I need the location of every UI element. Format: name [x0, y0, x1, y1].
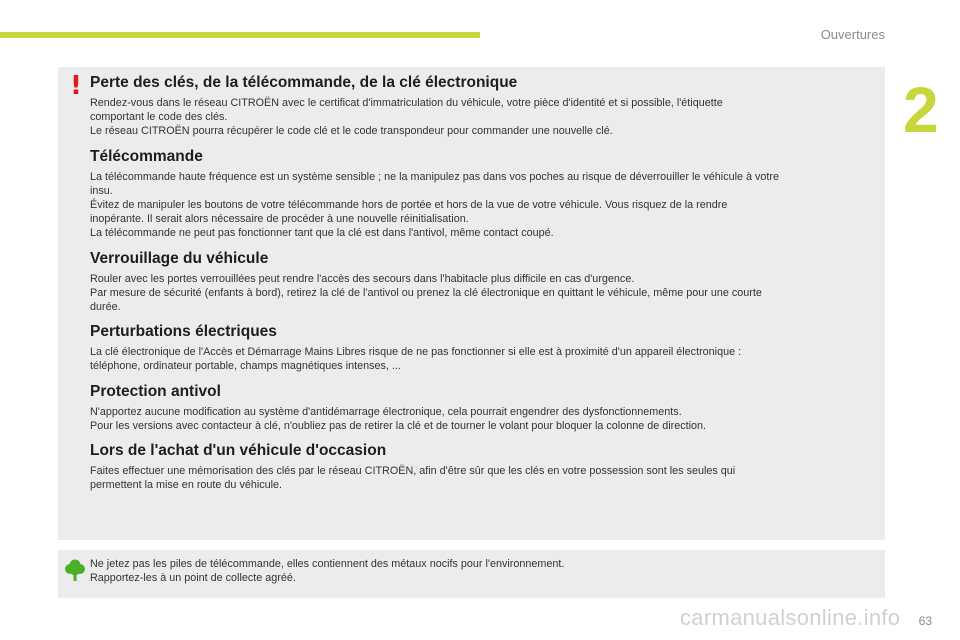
chapter-name: Ouvertures — [820, 27, 885, 42]
section-line: permettent la mise en route du véhicule. — [90, 479, 283, 492]
section-title: Protection antivol — [90, 382, 221, 400]
section-lost-keys — [90, 74, 871, 139]
section-title: Verrouillage du véhicule — [90, 249, 269, 267]
section-electrical-interference — [90, 323, 871, 373]
section-title: Perturbations électriques — [90, 323, 277, 341]
section-anti-theft — [90, 383, 871, 433]
section-line: durée. — [90, 301, 121, 314]
chapter-accent-bar — [0, 32, 480, 38]
section-line: Faites effectuer une mémorisation des clés par le réseau CITROËN, afin d'être sûr que les clés en votre possession sont les seules qui — [90, 465, 736, 478]
section-vehicle-locking — [90, 250, 871, 315]
eco-note-box — [58, 550, 885, 598]
watermark: carmanualsonline.info — [680, 605, 901, 630]
section-line: Rouler avec les portes verrouillées peut rendre l'accès des secours dans l'habitacle plus difficile en cas d'urgence. — [90, 272, 635, 285]
chapter-number: 2 — [903, 74, 939, 146]
eco-note-line: Rapportez-les à un point de collecte agréé. — [90, 572, 296, 585]
tree-icon — [64, 558, 86, 582]
section-line: comportant le code des clés. — [90, 111, 228, 124]
section-line: insu. — [90, 184, 113, 197]
section-line: Le réseau CITROËN pourra récupérer le code clé et le code transpondeur pour commander une nouvelle clé. — [90, 125, 613, 138]
section-line: La télécommande ne peut pas fonctionner tant que la clé est dans l'antivol, même contact coupé. — [90, 227, 554, 240]
eco-note-text — [90, 557, 871, 585]
page-number: 63 — [918, 614, 932, 628]
section-line: N'apportez aucune modification au système d'antidémarrage électronique, cela pourrait engendrer des dysfonctionnements. — [90, 405, 682, 418]
section-line: inopérante. Il serait alors nécessaire de procéder à une nouvelle réinitialisation. — [90, 213, 469, 226]
section-title: Lors de l'achat d'un véhicule d'occasion — [90, 442, 387, 460]
section-line: Évitez de manipuler les boutons de votre télécommande hors de portée et hors de la vue de votre véhicule. Vous risquez de la rendre — [90, 199, 728, 212]
section-line: téléphone, ordinateur portable, champs magnétiques intenses, ... — [90, 360, 401, 373]
section-line: Par mesure de sécurité (enfants à bord), retirez la clé de l'antivol ou prenez la clé électronique en quittant le véhicule, même pour une courte — [90, 286, 762, 299]
section-title: Perte des clés, de la télécommande, de la clé électronique — [90, 74, 518, 91]
exclamation-icon: ! — [70, 71, 82, 101]
section-used-vehicle — [90, 442, 871, 492]
section-line: Rendez-vous dans le réseau CITROËN avec le certificat d'immatriculation du véhicule, votre pièce d'identité et si possible, l'étiquette — [90, 97, 723, 109]
section-line: La clé électronique de l'Accès et Démarrage Mains Libres risque de ne pas fonctionner si elle est à proximité d'un appareil électronique : — [90, 346, 742, 359]
warning-box — [58, 67, 885, 540]
section-line: Pour les versions avec contacteur à clé, n'oubliez pas de retirer la clé et de tourner le volant pour bloquer la colonne de direction. — [90, 419, 707, 432]
section-remote-control — [90, 148, 871, 241]
warning-content — [90, 74, 871, 501]
section-line: La télécommande haute fréquence est un système sensible ; ne la manipulez pas dans vos poches au risque de déverrouiller le véhicule à votre — [90, 170, 780, 183]
eco-note-line: Ne jetez pas les piles de télécommande, elles contiennent des métaux nocifs pour l'environnement. — [90, 558, 565, 570]
section-title: Télécommande — [90, 147, 203, 165]
